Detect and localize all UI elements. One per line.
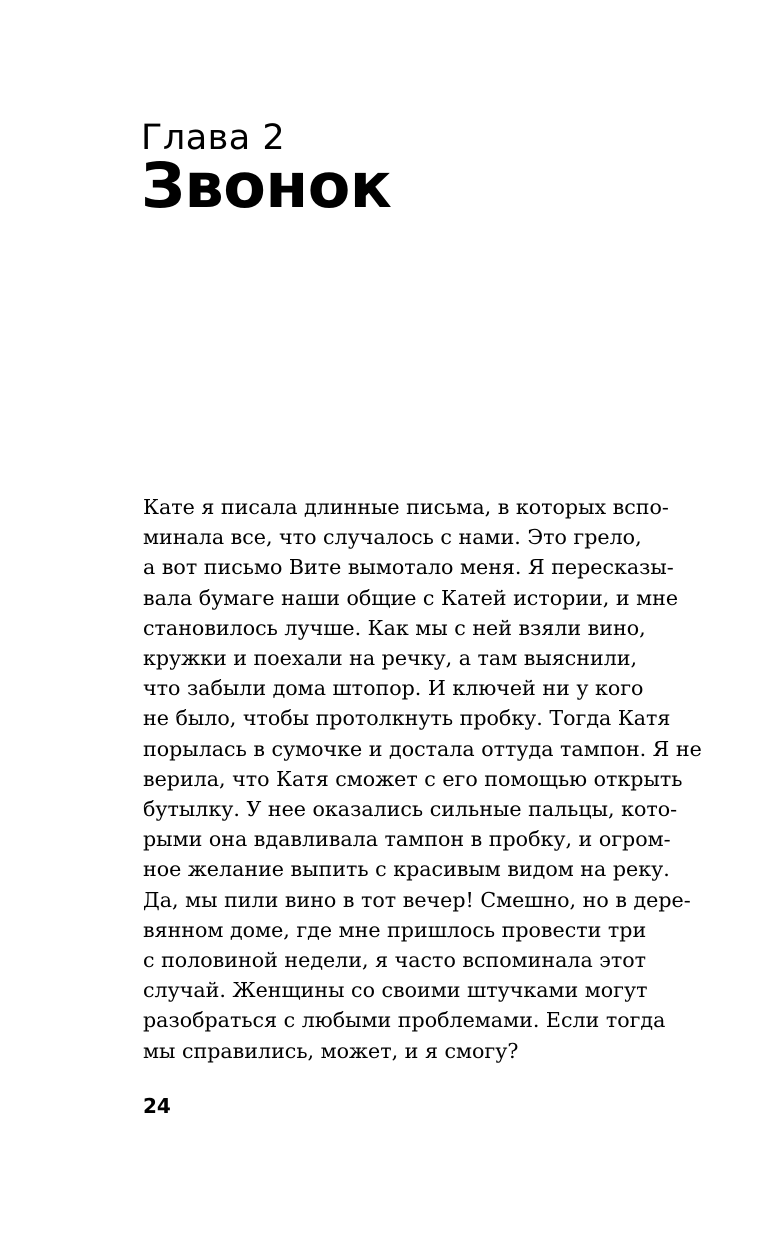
- body-text: [143, 492, 702, 1066]
- chapter-number-label: Глава 2: [141, 118, 286, 158]
- text-line: становилось лучше. Как мы с ней взяли вино,: [143, 615, 646, 640]
- text-line: порылась в сумочке и достала оттуда тампон. Я не: [143, 736, 702, 761]
- text-line: вянном доме, где мне пришлось провести три: [143, 917, 647, 942]
- text-line: что забыли дома штопор. И ключей ни у кого: [143, 676, 644, 701]
- text-line: разобраться с любыми проблемами. Если тогда: [143, 1008, 666, 1033]
- text-line: кружки и поехали на речку, а там выяснили,: [143, 646, 638, 671]
- text-line: Кате я писала длинные письма, в которых вспо-: [143, 495, 669, 519]
- page-number: 24: [143, 1094, 171, 1118]
- text-line: мы справились, может, и я смогу?: [143, 1038, 519, 1063]
- text-line: с половиной недели, я часто вспоминала этот: [143, 948, 647, 973]
- text-line: а вот письмо Вите вымотало меня. Я пересказы-: [143, 555, 674, 580]
- text-line: бутылку. У нее оказались сильные пальцы, кото-: [143, 797, 678, 822]
- text-line: вала бумаге наши общие с Катей истории, и мне: [143, 585, 679, 610]
- text-line: не было, чтобы протолкнуть пробку. Тогда Катя: [143, 706, 671, 731]
- text-line: Да, мы пили вино в тот вечер! Смешно, но в дере-: [143, 887, 691, 912]
- text-line: минала все, что случалось с нами. Это грело,: [143, 525, 642, 550]
- text-line: случай. Женщины со своими штучками могут: [143, 978, 648, 1003]
- text-line: рыми она вдавливала тампон в пробку, и огром-: [143, 827, 671, 852]
- chapter-title: Звонок: [141, 149, 392, 222]
- text-line: верила, что Катя сможет с его помощью открыть: [143, 766, 683, 791]
- text-line: ное желание выпить с красивым видом на реку.: [143, 857, 670, 882]
